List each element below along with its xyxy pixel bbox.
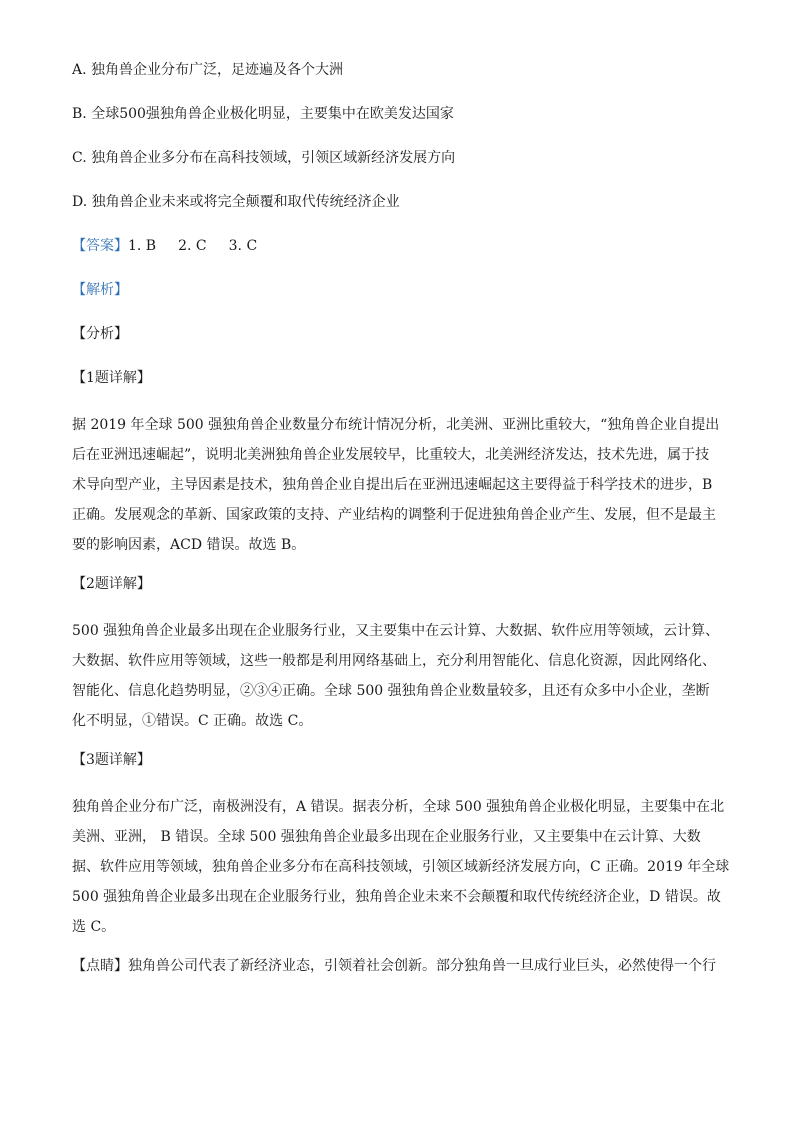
option-c: C. 独角兽企业多分布在高科技领域，引领区域新经济发展方向 (72, 150, 456, 166)
q3-line: 独角兽企业分布广泛，南极洲没有，A 错误。据表分析，全球 500 强独角兽企业极化明显，主要集中在北 (72, 799, 725, 815)
q3-line: 选 C。 (72, 919, 116, 935)
document-page (72, 58, 730, 978)
q3-heading: 【3题详解】 (72, 752, 151, 768)
answer-item: 2. C (178, 238, 207, 254)
option-b: B. 全球500强独角兽企业极化明显，主要集中在欧美发达国家 (72, 106, 454, 122)
comment-line (72, 954, 724, 978)
option-a: A. 独角兽企业分布广泛，足迹遍及各个大洲 (72, 62, 344, 78)
q1-line: 正确。发展观念的革新、国家政策的支持、产业结构的调整利于促进独角兽企业产生、发展，但不是最主 (72, 507, 716, 523)
analysis-heading: 【解析】 (72, 282, 128, 298)
q3-line: 500 强独角兽企业最多出现在企业服务行业，独角兽企业未来不会颠覆和取代传统经济企业，D 错误。故 (72, 889, 721, 905)
q1-line: 要的影响因素，ACD 错误。故选 B。 (72, 537, 306, 553)
answer-item: 1. B (128, 238, 157, 254)
q2-line: 化不明显，①错误。C 正确。故选 C。 (72, 713, 313, 729)
answer-label: 【答案】 (72, 238, 128, 254)
comment-text: 独角兽公司代表了新经济业态，引领着社会创新。部分独角兽一旦成行业巨头，必然使得一个行 (128, 958, 716, 974)
q1-line: 后在亚洲迅速崛起”，说明北美洲独角兽企业发展较早，比重较大，北美洲经济发达，技术先进，属于技 (72, 447, 710, 463)
q2-heading: 【2题详解】 (72, 576, 151, 592)
q2-line: 智能化、信息化趋势明显，②③④正确。全球 500 强独角兽企业数量较多，且还有众多中小企业，垄断 (72, 683, 710, 699)
q3-explanation (72, 792, 730, 942)
q2-line: 大数据、软件应用等领域，这些一般都是利用网络基础上，充分利用智能化、信息化资源，因此网络化、 (72, 653, 716, 669)
q1-line: 术导向型产业，主导因素是技术，独角兽企业自提出后在亚洲迅速崛起这主要得益于科学技术的进步，B (72, 477, 713, 493)
comment-label: 【点睛】 (72, 958, 128, 974)
q2-explanation (72, 616, 724, 736)
q3-line: 据、软件应用等领域，独角兽企业多分布在高科技领域，引领区域新经济发展方向，C 正确。2019 年全球 (72, 859, 730, 875)
q2-line: 500 强独角兽企业最多出现在企业服务行业，又主要集中在云计算、大数据、软件应用等领域，云计算、 (72, 623, 720, 639)
q1-line: 据 2019 年全球 500 强独角兽企业数量分布统计情况分析，北美洲、亚洲比重较大，“独角兽企业自提出 (72, 417, 720, 433)
q1-heading: 【1题详解】 (72, 370, 151, 386)
q3-line: 美洲、亚洲， B 错误。全球 500 强独角兽企业最多出现在企业服务行业，又主要集中在云计算、大数 (72, 829, 701, 845)
q1-explanation (72, 410, 724, 560)
answer-line (72, 234, 724, 258)
option-d: D. 独角兽企业未来或将完全颠覆和取代传统经济企业 (72, 194, 400, 210)
fenxi-heading: 【分析】 (72, 326, 128, 342)
answer-item: 3. C (228, 238, 258, 254)
